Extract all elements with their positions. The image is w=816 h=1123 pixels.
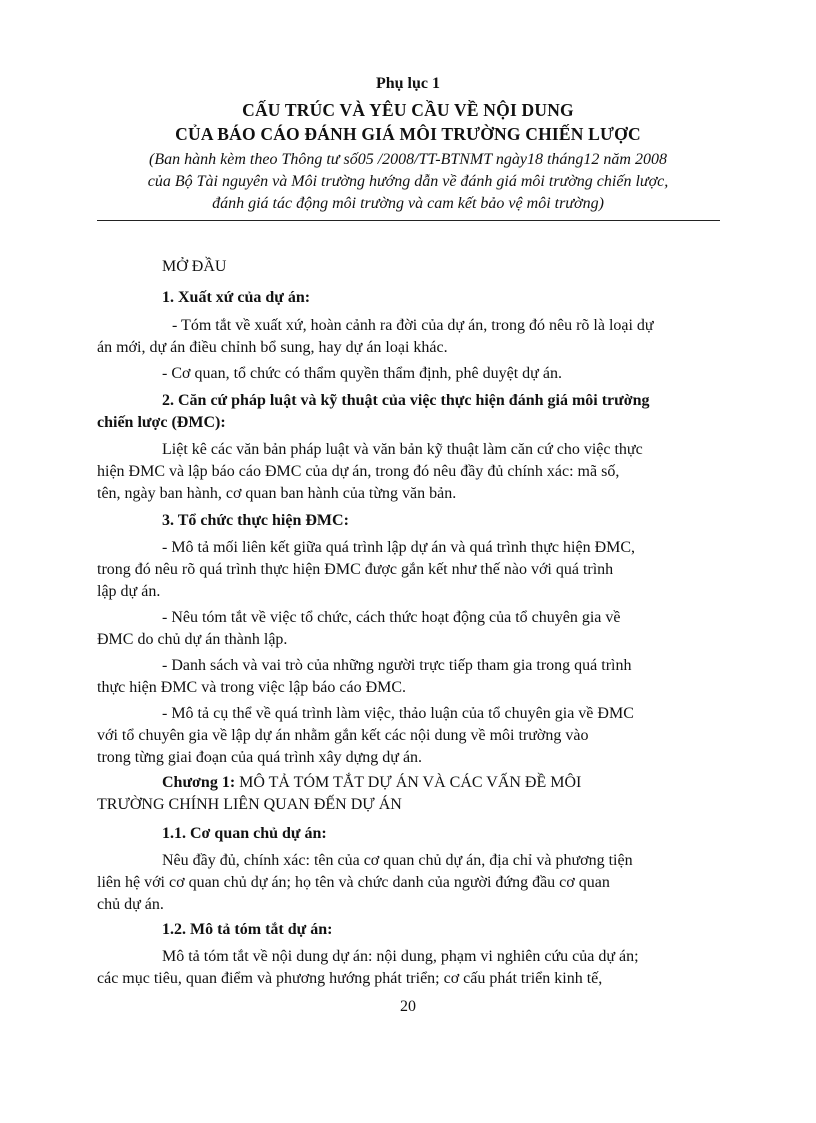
page-number: 20 xyxy=(400,998,416,1015)
section-2-heading: 2. Căn cứ pháp luật và kỹ thuật của việc thực hiện đánh giá môi trường xyxy=(162,392,650,409)
paragraph-line: - Mô tả mối liên kết giữa quá trình lập dự án và quá trình thực hiện ĐMC, xyxy=(162,539,636,556)
paragraph-line: - Tóm tắt về xuất xứ, hoàn cảnh ra đời của dự án, trong đó nêu rõ là loại dự xyxy=(172,317,654,334)
chapter-1-title: MÔ TẢ TÓM TẮT DỰ ÁN VÀ CÁC VẤN ĐỀ MÔI xyxy=(235,774,582,791)
paragraph-line: - Cơ quan, tổ chức có thẩm quyền thẩm định, phê duyệt dự án. xyxy=(162,365,562,382)
paragraph-line: Nêu đầy đủ, chính xác: tên của cơ quan chủ dự án, địa chỉ và phương tiện xyxy=(162,852,633,869)
paragraph-line: ĐMC do chủ dự án thành lập. xyxy=(97,631,288,648)
paragraph-line: lập dự án. xyxy=(97,583,161,600)
paragraph-line: Mô tả tóm tắt về nội dung dự án: nội dung, phạm vi nghiên cứu của dự án; xyxy=(162,948,639,965)
issuance-note-line-1: (Ban hành kèm theo Thông tư số05 /2008/TT-BTNMT ngày18 tháng12 năm 2008 xyxy=(149,151,667,168)
paragraph-line: thực hiện ĐMC và trong việc lập báo cáo ĐMC. xyxy=(97,679,407,696)
paragraph-line: hiện ĐMC và lập báo cáo ĐMC của dự án, trong đó nêu đầy đủ chính xác: mã số, xyxy=(97,463,620,480)
paragraph-line: Liệt kê các văn bản pháp luật và văn bản kỹ thuật làm căn cứ cho việc thực xyxy=(162,441,643,458)
appendix-label: Phụ lục 1 xyxy=(375,75,440,92)
paragraph-line: với tổ chuyên gia về lập dự án nhằm gắn kết các nội dung về môi trường vào xyxy=(97,727,589,744)
paragraph-line: liên hệ với cơ quan chủ dự án; họ tên và chức danh của người đứng đầu cơ quan xyxy=(97,874,610,891)
paragraph-line: trong đó nêu rõ quá trình thực hiện ĐMC được gắn kết như thế nào với quá trình xyxy=(97,561,614,578)
paragraph-line: - Nêu tóm tắt về việc tổ chức, cách thức hoạt động của tổ chuyên gia về xyxy=(162,609,621,626)
paragraph-line: - Danh sách và vai trò của những người trực tiếp tham gia trong quá trình xyxy=(162,657,632,674)
document-title-line-2: CỦA BÁO CÁO ĐÁNH GIÁ MÔI TRƯỜNG CHIẾN LƯỢC xyxy=(175,124,641,144)
paragraph-line: chủ dự án. xyxy=(97,896,164,913)
issuance-note-line-2: của Bộ Tài nguyên và Môi trường hướng dẫn về đánh giá môi trường chiến lược, xyxy=(147,173,669,190)
paragraph-line: trong từng giai đoạn của quá trình xây dựng dự án. xyxy=(97,749,423,766)
paragraph-line: các mục tiêu, quan điểm và phương hướng phát triển; cơ cấu phát triển kinh tế, xyxy=(97,970,603,987)
document-title-line-1: CẤU TRÚC VÀ YÊU CẦU VỀ NỘI DUNG xyxy=(242,100,574,120)
section-2-heading-cont: chiến lược (ĐMC): xyxy=(97,414,226,431)
paragraph-line: án mới, dự án điều chỉnh bổ sung, hay dự án loại khác. xyxy=(97,339,448,356)
section-1-heading: 1. Xuất xứ của dự án: xyxy=(162,289,311,306)
paragraph-line: tên, ngày ban hành, cơ quan ban hành của từng văn bản. xyxy=(97,485,457,502)
intro-heading: MỞ ĐẦU xyxy=(162,258,227,275)
header-divider xyxy=(97,220,720,221)
paragraph-line: - Mô tả cụ thể về quá trình làm việc, thảo luận của tổ chuyên gia về ĐMC xyxy=(162,705,634,722)
issuance-note-line-3: đánh giá tác động môi trường và cam kết bảo vệ môi trường) xyxy=(212,195,604,212)
section-1-1-heading: 1.1. Cơ quan chủ dự án: xyxy=(162,825,327,842)
section-3-heading: 3. Tổ chức thực hiện ĐMC: xyxy=(162,512,349,529)
chapter-1-label: Chương 1: xyxy=(162,774,236,791)
chapter-1-title-cont: TRƯỜNG CHÍNH LIÊN QUAN ĐẾN DỰ ÁN xyxy=(97,796,402,813)
section-1-2-heading: 1.2. Mô tả tóm tắt dự án: xyxy=(162,921,333,938)
chapter-1-heading xyxy=(162,772,581,794)
